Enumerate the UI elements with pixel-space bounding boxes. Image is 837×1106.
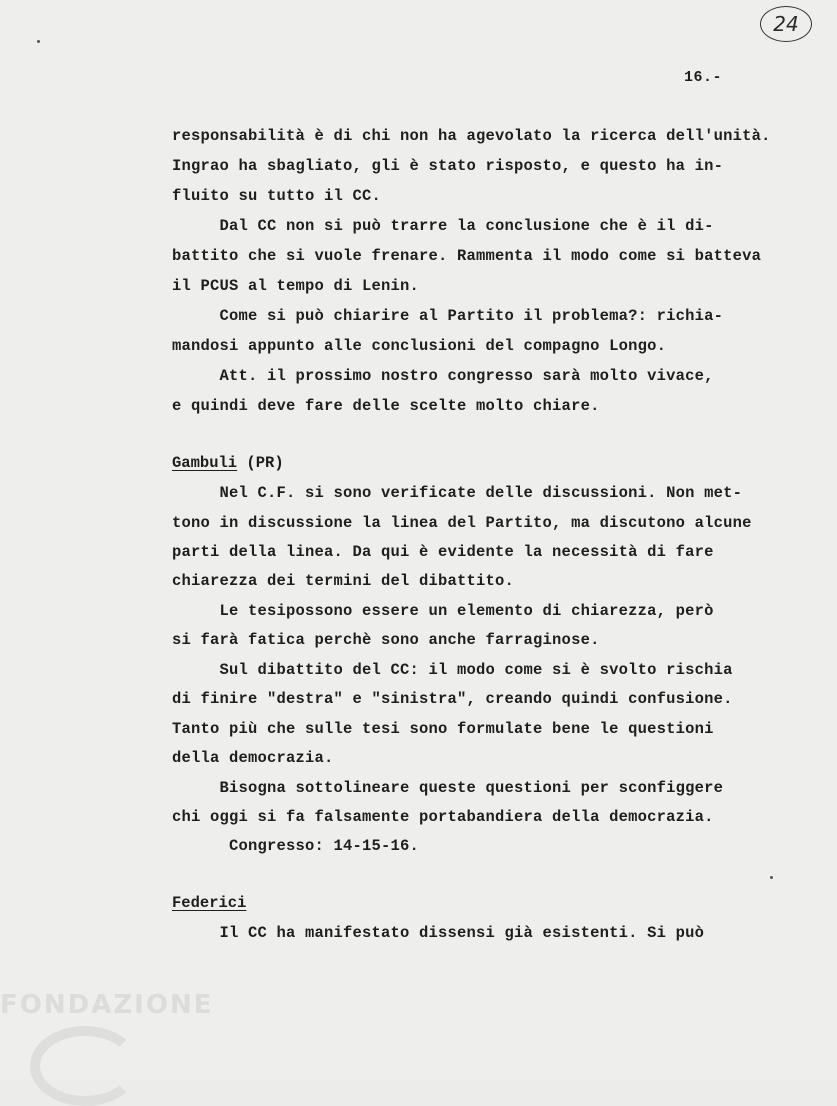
text-line: della democrazia. [172,749,334,767]
text-line: il PCUS al tempo di Lenin. [172,277,420,295]
text-line: Il CC ha manifestato dissensi già esistenti. Si può [172,924,705,942]
text-line: chi oggi si fa falsamente portabandiera della democrazia. [172,808,714,826]
text-line: parti della linea. Da qui è evidente la necessità di fare [172,543,714,561]
text-line: Ingrao ha sbagliato, gli è stato risposto, e questo ha in- [172,157,724,175]
text-line: mandosi appunto alle conclusioni del compagno Longo. [172,337,667,355]
page-number: 16.- [684,69,723,86]
text-line: si farà fatica perchè sono anche farraginose. [172,631,600,649]
speaker-affiliation: (PR) [237,454,284,472]
text-line: Bisogna sottolineare queste questioni per sconfiggere [172,779,724,797]
watermark-logo [30,1026,140,1106]
text-line: Att. il prossimo nostro congresso sarà molto vivace, [172,367,714,385]
speaker-name: Gambuli [172,454,238,472]
speaker-heading-gambuli [172,453,284,473]
text-line: Le tesipossono essere un elemento di chiarezza, però [172,602,714,620]
text-line: Nel C.F. si sono verificate delle discussioni. Non met- [172,484,743,502]
text-line: Sul dibattito del CC: il modo come si è svolto rischia [172,661,733,679]
text-line: chiarezza dei termini del dibattito. [172,572,515,590]
text-line: Dal CC non si può trarre la conclusione che è il di- [172,217,714,235]
paper-speck [37,40,40,43]
text-line: di finire "destra" e "sinistra", creando quindi confusione. [172,690,733,708]
speaker-name: Federici [172,894,247,912]
paper-speck [770,876,773,879]
text-line: Congresso: 14-15-16. [172,837,420,855]
text-line: Tanto più che sulle tesi sono formulate bene le questioni [172,720,714,738]
speaker-heading-federici [172,893,246,913]
archive-stamp-number: 24 [760,6,812,42]
text-line: Come si può chiarire al Partito il problema?: richia- [172,307,724,325]
archive-watermark: FONDAZIONE [0,990,214,1020]
text-line: e quindi deve fare delle scelte molto chiare. [172,397,600,415]
text-line: tono in discussione la linea del Partito, ma discutono alcune [172,514,752,532]
text-line: battito che si vuole frenare. Rammenta il modo come si batteva [172,247,762,265]
text-line: fluito su tutto il CC. [172,187,382,205]
text-line: responsabilità è di chi non ha agevolato la ricerca dell'unità. [172,127,771,145]
